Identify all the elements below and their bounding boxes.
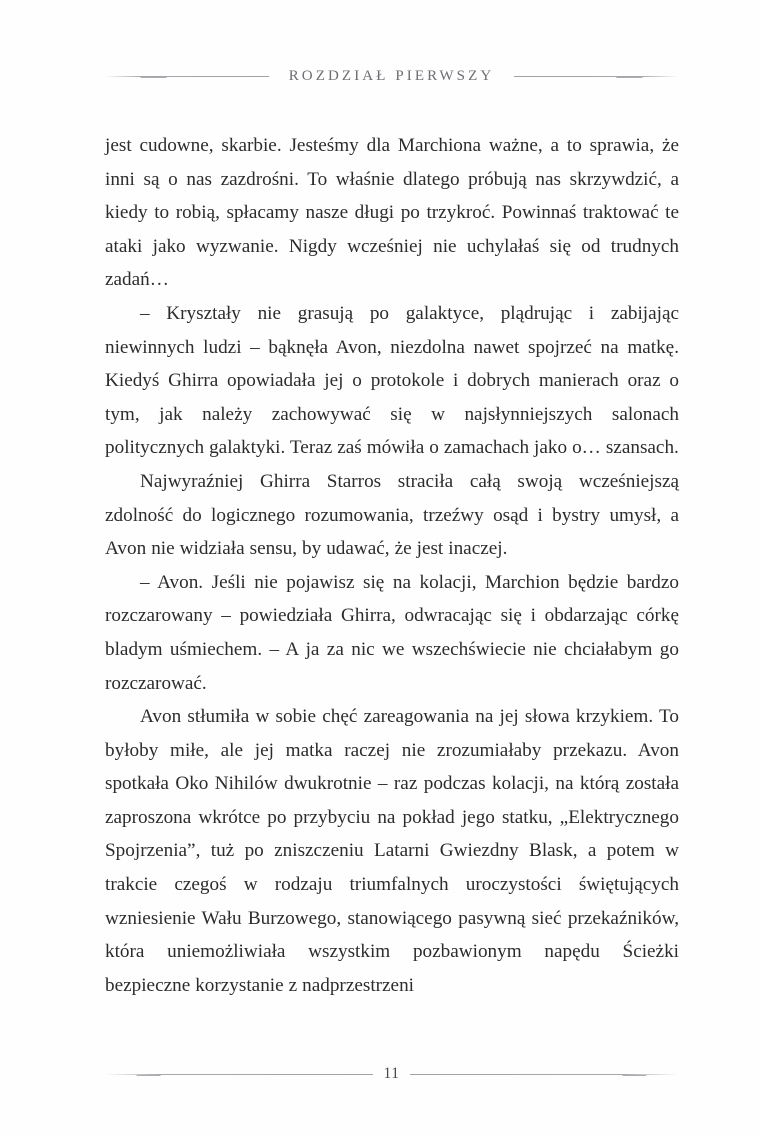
- paragraph: – Avon. Jeśli nie pojawisz się na kolacji, Marchion będzie bardzo rozczarowany – powiedziała Ghirra, odwracając się i obdarzając córkę bladym uśmiechem. – A ja za nic we wszechświecie nie chciałabym go rozczarować.: [105, 571, 679, 694]
- folio-flourish-right-icon: [410, 1068, 678, 1080]
- page-footer: [105, 1060, 678, 1088]
- paragraph: – Kryształy nie grasują po galaktyce, plądrując i zabijając niewinnych ludzi – bąknęła Avon, niezdolna nawet spojrzeć na matkę. Kiedyś Ghirra opowiadała jej o protokole i dobrych manierach oraz o tym, jak należy zachowywać się w najsłynniejszych salonach politycznych galaktyki. Teraz zaś mówiła o zamachach jako o… szansach.: [105, 302, 679, 459]
- running-head: [105, 60, 678, 92]
- folio-flourish-left-icon: [105, 1068, 373, 1080]
- paragraph: jest cudowne, skarbie. Jesteśmy dla Marchiona ważne, a to sprawia, że inni są o nas zazdrośni. To właśnie dlatego próbują nas skrzywdzić, a kiedy to robią, spłacamy nasze długi po trzykroć. Powinnaś traktować te ataki jako wyzwanie. Nigdy wcześniej nie uchylałaś się od trudnych zadań…: [105, 135, 679, 291]
- flourish-rule-right-icon: [514, 70, 678, 82]
- body-text-column: [105, 129, 679, 1002]
- paragraph: Najwyraźniej Ghirra Starros straciła całą swoją wcześniejszą zdolność do logicznego rozumowania, trzeźwy osąd i bystry umysł, a Avon nie widziała sensu, by udawać, że jest inaczej.: [105, 470, 679, 560]
- flourish-rule-left-icon: [105, 70, 269, 82]
- page-number: 11: [383, 1065, 400, 1083]
- paragraph: Avon stłumiła w sobie chęć zareagowania na jej słowa krzykiem. To byłoby miłe, ale jej matka raczej nie zrozumiałaby przekazu. Avon spotkała Oko Nihilów dwukrotnie – raz podczas kolacji, na którą została zaproszona wkrótce po przybyciu na pokład jego statku, „Elektrycznego Spojrzenia”, tuż po zniszczeniu Latarni Gwiezdny Blask, a potem w trakcie czegoś w rodzaju triumfalnych uroczystości świętujących wzniesienie Wału Burzowego, stanowiącego pasywną sieć przekaźników, która uniemożliwiała wszystkim pozbawionym napędu Ścieżki bezpieczne korzystanie z nadprzestrzeni: [105, 706, 679, 996]
- chapter-title: ROZDZIAŁ PIERWSZY: [288, 67, 495, 84]
